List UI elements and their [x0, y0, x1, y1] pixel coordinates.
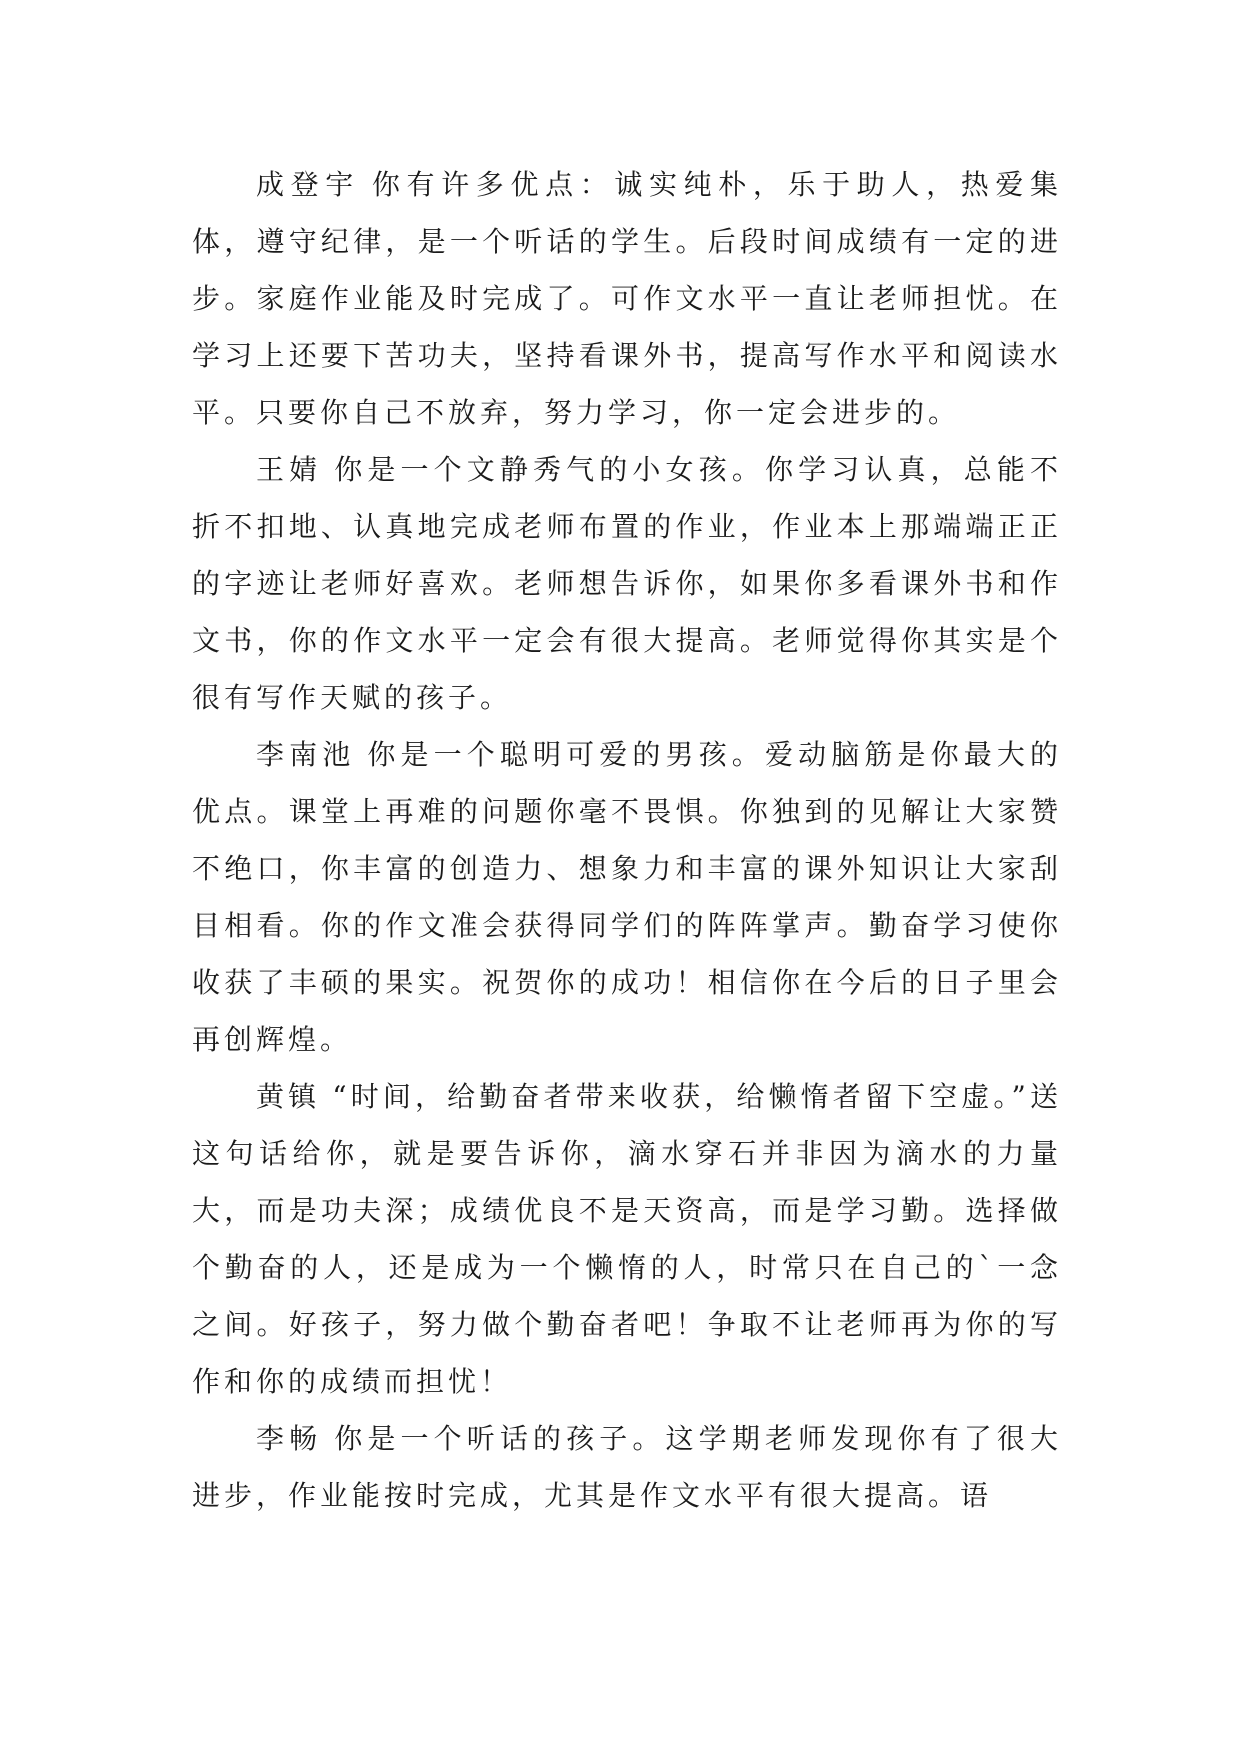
comment-paragraph [192, 156, 1062, 441]
comment-paragraph [192, 726, 1062, 1068]
comment-text: “时间，给勤奋者带来收获，给懒惰者留下空虚。”送这句话给你，就是要告诉你，滴水穿石并非因为滴水的力量大，而是功夫深；成绩优良不是天资高，而是学习勤。选择做个勤奋的人，还是成为一个懒惰的人，时常只在自己的`一念之间。好孩子，努力做个勤奋者吧！争取不让老师再为你的写作和你的成绩而担忧！ [192, 1080, 1062, 1398]
comment-paragraph [192, 1068, 1062, 1410]
student-name: 李南池 [256, 738, 356, 771]
comment-text: 你有许多优点：诚实纯朴，乐于助人，热爱集体，遵守纪律，是一个听话的学生。后段时间成绩有一定的进步。家庭作业能及时完成了。可作文水平一直让老师担忧。在学习上还要下苦功夫，坚持看课外书，提高写作水平和阅读水平。只要你自己不放弃，努力学习，你一定会进步的。 [192, 168, 1062, 429]
comment-text: 你是一个文静秀气的小女孩。你学习认真，总能不折不扣地、认真地完成老师布置的作业，作业本上那端端正正的字迹让老师好喜欢。老师想告诉你，如果你多看课外书和作文书，你的作文水平一定会有很大提高。老师觉得你其实是个很有写作天赋的孩子。 [192, 453, 1062, 714]
comment-text: 你是一个听话的孩子。这学期老师发现你有了很大进步，作业能按时完成，尤其是作文水平有很大提高。语 [192, 1422, 1062, 1512]
student-name: 李畅 [256, 1422, 323, 1455]
comment-paragraph [192, 441, 1062, 726]
student-name: 成登宇 [256, 168, 360, 201]
comment-text: 你是一个聪明可爱的男孩。爱动脑筋是你最大的优点。课堂上再难的问题你毫不畏惧。你独到的见解让大家赞不绝口，你丰富的创造力、想象力和丰富的课外知识让大家刮目相看。你的作文准会获得同学们的阵阵掌声。勤奋学习使你收获了丰硕的果实。祝贺你的成功！相信你在今后的日子里会再创辉煌。 [192, 738, 1062, 1056]
student-name: 黄镇 [256, 1080, 321, 1113]
student-name: 王婧 [256, 453, 323, 486]
document-body [192, 156, 1062, 1524]
comment-paragraph [192, 1410, 1062, 1524]
